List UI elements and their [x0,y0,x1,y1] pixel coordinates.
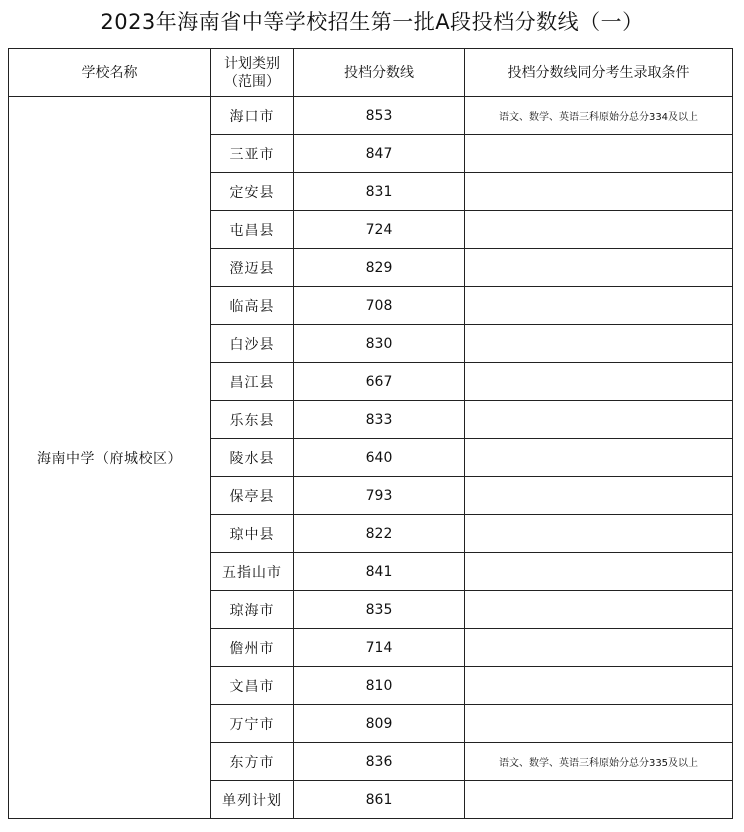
score-cell: 640 [294,439,465,477]
school-name-cell: 海南中学（府城校区） [9,97,211,819]
range-cell: 文昌市 [211,667,294,705]
range-cell: 三亚市 [211,135,294,173]
range-cell: 东方市 [211,743,294,781]
condition-cell [465,477,733,515]
score-table [8,48,733,819]
score-cell: 831 [294,173,465,211]
score-cell: 708 [294,287,465,325]
condition-cell [465,667,733,705]
table-row [9,97,733,135]
range-cell: 万宁市 [211,705,294,743]
score-cell: 835 [294,591,465,629]
condition-cell [465,173,733,211]
range-cell: 单列计划 [211,781,294,819]
range-cell: 乐东县 [211,401,294,439]
condition-cell [465,553,733,591]
range-cell: 昌江县 [211,363,294,401]
score-cell: 847 [294,135,465,173]
score-cell: 793 [294,477,465,515]
range-cell: 琼中县 [211,515,294,553]
score-cell: 822 [294,515,465,553]
header-condition: 投档分数线同分考生录取条件 [465,49,733,97]
range-cell: 屯昌县 [211,211,294,249]
score-cell: 833 [294,401,465,439]
condition-cell [465,439,733,477]
condition-cell [465,363,733,401]
condition-cell [465,781,733,819]
score-cell: 829 [294,249,465,287]
header-range [211,49,294,97]
condition-cell: 语文、数学、英语三科原始分总分335及以上 [465,743,733,781]
range-cell: 五指山市 [211,553,294,591]
range-cell: 保亭县 [211,477,294,515]
header-range-line2: （范围） [224,73,280,90]
score-cell: 667 [294,363,465,401]
range-cell: 定安县 [211,173,294,211]
condition-cell [465,287,733,325]
range-cell: 琼海市 [211,591,294,629]
condition-cell [465,591,733,629]
score-cell: 861 [294,781,465,819]
condition-cell [465,629,733,667]
condition-cell [465,515,733,553]
condition-cell [465,135,733,173]
score-cell: 853 [294,97,465,135]
range-cell: 儋州市 [211,629,294,667]
range-cell: 澄迈县 [211,249,294,287]
range-cell: 临高县 [211,287,294,325]
score-cell: 836 [294,743,465,781]
page-title: 2023年海南省中等学校招生第一批A段投档分数线（一） [100,10,644,34]
score-cell: 810 [294,667,465,705]
condition-cell [465,705,733,743]
condition-cell [465,401,733,439]
table-header-row [9,49,733,97]
range-cell: 陵水县 [211,439,294,477]
condition-cell [465,325,733,363]
header-range-line1: 计划类别 [224,55,280,72]
range-cell: 海口市 [211,97,294,135]
condition-cell: 语文、数学、英语三科原始分总分334及以上 [465,97,733,135]
score-cell: 830 [294,325,465,363]
header-school: 学校名称 [9,49,211,97]
range-cell: 白沙县 [211,325,294,363]
score-cell: 809 [294,705,465,743]
header-score: 投档分数线 [294,49,465,97]
condition-cell [465,249,733,287]
condition-cell [465,211,733,249]
score-cell: 714 [294,629,465,667]
score-cell: 841 [294,553,465,591]
score-cell: 724 [294,211,465,249]
